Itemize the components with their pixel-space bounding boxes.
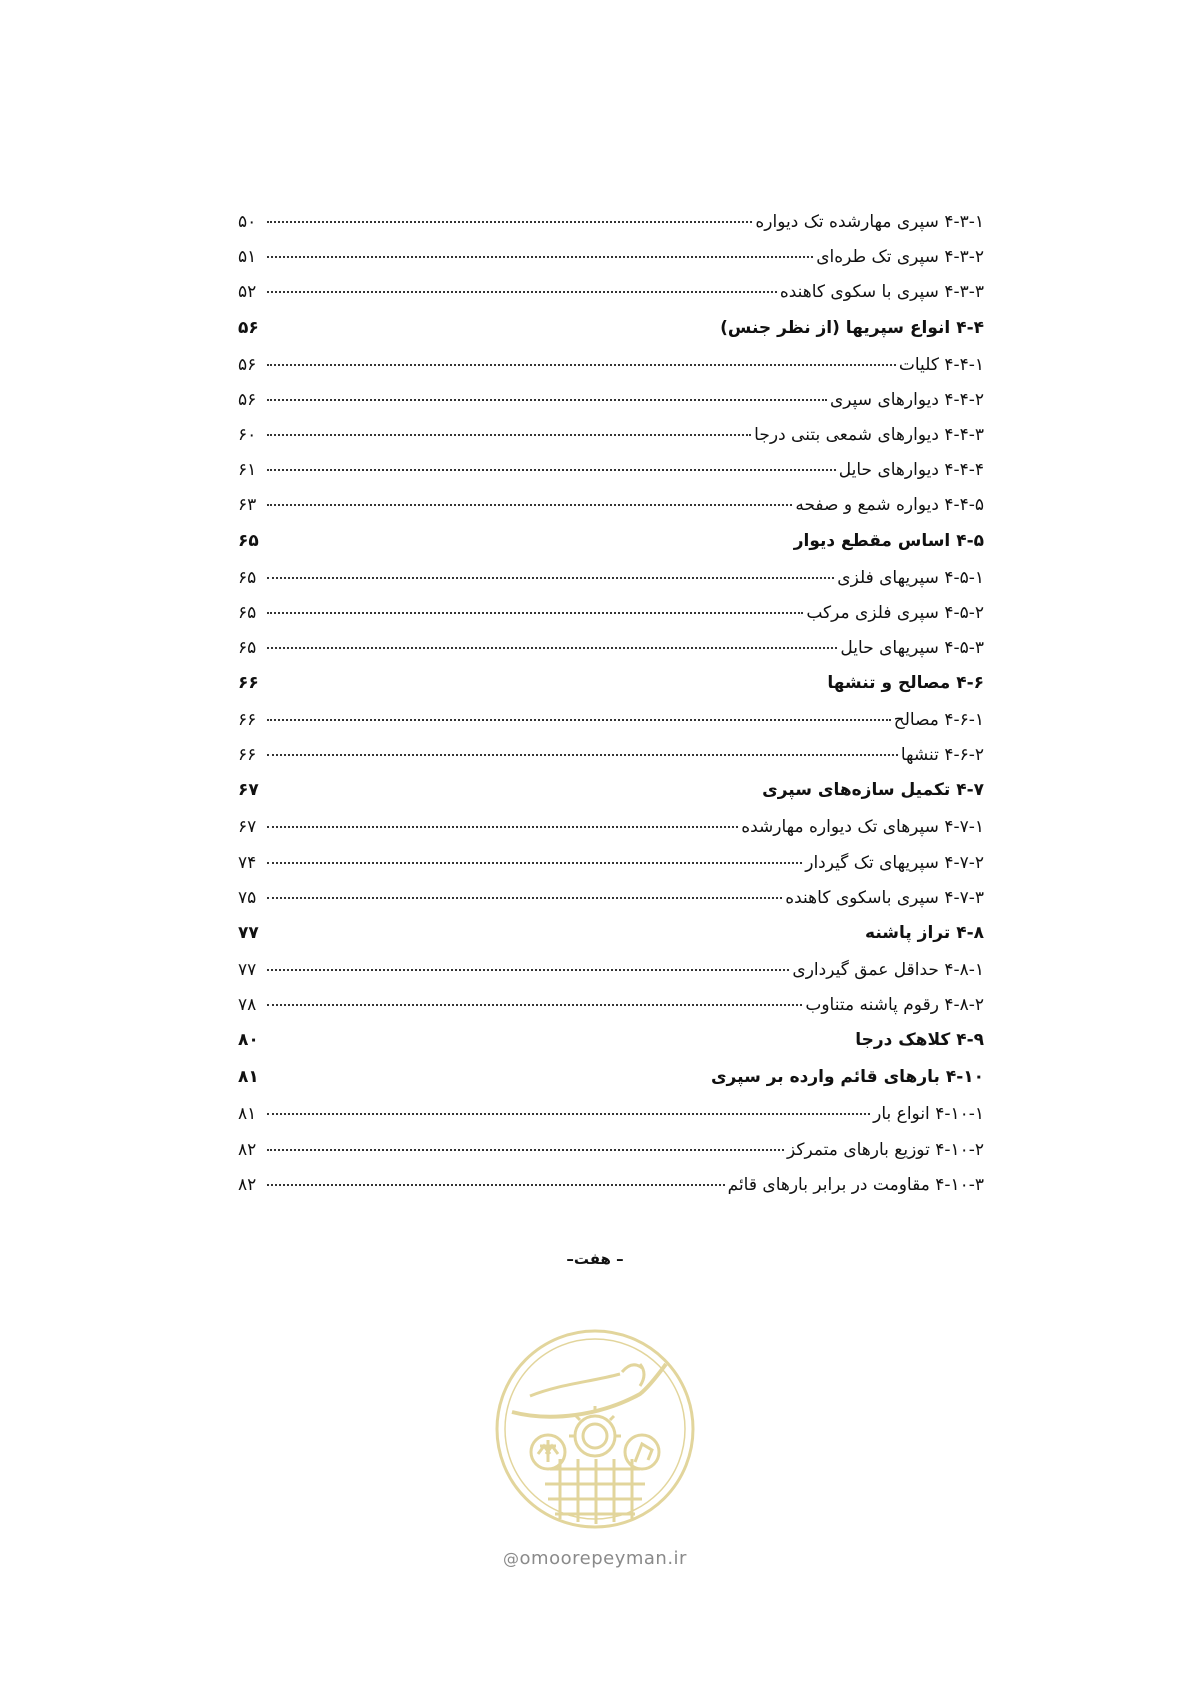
toc-page-number: ۵۱	[238, 247, 257, 268]
toc-entry	[238, 247, 984, 282]
toc-entry	[238, 390, 984, 425]
toc-leader-dots	[267, 826, 738, 828]
toc-entry	[238, 1140, 984, 1175]
toc-page-number: ۶۶	[238, 673, 259, 694]
toc-page-number: ۷۷	[238, 960, 257, 980]
toc-page-number: ۶۵	[238, 637, 257, 658]
toc-entry	[238, 888, 984, 923]
watermark-seal-icon	[490, 1324, 700, 1534]
toc-entry-title: ۴-۵-۲ سپری فلزی مرکب	[806, 602, 984, 623]
toc-entry-title: ۴-۸-۱ حداقل عمق گیرداری	[792, 960, 984, 980]
toc-page-number: ۷۸	[238, 995, 257, 1016]
toc-entry	[238, 603, 984, 638]
toc-leader-dots	[267, 399, 827, 401]
toc-entry-title: ۴-۴ انواع سپریها (از نظر جنس)	[720, 317, 984, 338]
toc-leader-dots	[267, 1149, 784, 1151]
toc-page-number: ۶۶	[238, 745, 257, 766]
toc-leader-dots	[267, 434, 751, 436]
toc-page-number: ۶۷	[238, 780, 259, 801]
toc-section-heading	[238, 780, 984, 817]
toc-entry-title: ۴-۴-۲ دیوارهای سپری	[829, 389, 984, 410]
toc-section-heading	[238, 923, 984, 960]
toc-entry-title: ۴-۶-۱ مصالح	[893, 710, 984, 731]
toc-entry-title: ۴-۸-۲ رقوم پاشنه متناوب	[805, 995, 984, 1016]
page-number-footer: – هفت–	[566, 1250, 624, 1268]
toc-entry	[238, 1175, 984, 1210]
toc-leader-dots	[267, 256, 813, 258]
toc-leader-dots	[267, 754, 898, 756]
toc-leader-dots	[267, 291, 777, 293]
at-icon: @	[503, 1549, 520, 1568]
toc-entry-title: ۴-۳-۲ سپری تک طره‌ای	[816, 247, 984, 268]
toc-leader-dots	[267, 612, 803, 614]
toc-entry	[238, 853, 984, 888]
toc-entry	[238, 1104, 984, 1139]
toc-entry-title: ۴-۱۰-۳ مقاومت در برابر بارهای قائم	[727, 1174, 984, 1195]
toc-leader-dots	[267, 1113, 870, 1115]
toc-page-number: ۸۱	[238, 1104, 257, 1125]
toc-entry	[238, 495, 984, 530]
toc-entry-title: ۴-۷-۲ سپریهای تک گیردار	[805, 852, 984, 873]
toc-leader-dots	[267, 221, 752, 223]
toc-entry-title: ۴-۴-۵ دیواره شمع و صفحه	[795, 495, 984, 516]
toc-entry-title: ۴-۵ اساس مقطع دیوار	[793, 530, 984, 551]
watermark-site	[0, 1548, 1190, 1569]
table-of-contents	[238, 212, 984, 1210]
toc-entry-title: ۴-۱۰ بارهای قائم وارده بر سپری	[710, 1067, 984, 1088]
toc-page-number: ۶۳	[238, 495, 257, 516]
toc-page-number: ۷۴	[238, 852, 257, 873]
toc-section-heading	[238, 1067, 984, 1104]
toc-page-number: ۶۵	[238, 530, 259, 551]
toc-entry	[238, 460, 984, 495]
toc-page-number: ۵۶	[238, 389, 257, 410]
toc-entry	[238, 638, 984, 673]
toc-leader-dots	[267, 469, 836, 471]
toc-leader-dots	[267, 647, 837, 649]
toc-entry	[238, 355, 984, 390]
toc-page-number: ۷۷	[238, 923, 259, 943]
toc-entry	[238, 568, 984, 603]
toc-section-heading	[238, 1030, 984, 1067]
watermark-url: omoorepeyman.ir	[519, 1548, 687, 1569]
toc-entry-title: ۴-۳-۱ سپری مهارشده تک دیواره	[755, 212, 984, 232]
toc-leader-dots	[267, 862, 802, 864]
toc-page-number: ۸۱	[238, 1067, 259, 1088]
toc-entry	[238, 817, 984, 852]
toc-entry	[238, 425, 984, 460]
toc-page-number: ۶۰	[238, 424, 257, 445]
toc-page-number: ۸۰	[238, 1030, 259, 1051]
toc-leader-dots	[267, 719, 891, 721]
toc-entry-title: ۴-۴-۱ کلیات	[898, 354, 984, 375]
toc-page-number: ۷۵	[238, 887, 257, 908]
toc-page-number: ۵۲	[238, 282, 257, 303]
toc-section-heading	[238, 531, 984, 568]
toc-leader-dots	[267, 364, 896, 366]
toc-entry-title: ۴-۱۰-۱ انواع بار	[873, 1104, 984, 1125]
toc-leader-dots	[267, 577, 834, 579]
toc-page-number: ۶۷	[238, 817, 257, 838]
toc-entry-title: ۴-۵-۳ سپریهای حایل	[840, 637, 984, 658]
toc-entry-title: ۴-۷-۳ سپری باسکوی کاهنده	[785, 887, 984, 908]
toc-entry-title: ۴-۵-۱ سپریهای فلزی	[837, 567, 984, 588]
toc-leader-dots	[267, 969, 789, 971]
toc-entry-title: ۴-۸ تراز پاشنه	[865, 923, 984, 943]
toc-leader-dots	[267, 1004, 802, 1006]
toc-page-number: ۵۰	[238, 212, 257, 232]
toc-entry	[238, 212, 984, 247]
toc-entry-title: ۴-۱۰-۲ توزیع بارهای متمرکز	[787, 1139, 984, 1160]
toc-leader-dots	[267, 897, 782, 899]
toc-entry-title: ۴-۳-۳ سپری با سکوی کاهنده	[779, 282, 984, 303]
toc-entry	[238, 745, 984, 780]
toc-section-heading	[238, 673, 984, 710]
toc-entry-title: ۴-۷-۱ سپرهای تک دیواره مهارشده	[741, 817, 984, 838]
watermark-logo	[490, 1324, 700, 1534]
toc-page-number: ۶۱	[238, 460, 257, 481]
toc-entry-title: ۴-۴-۴ دیوارهای حایل	[838, 460, 984, 481]
toc-entry-title: ۴-۹ کلاهک درجا	[855, 1030, 984, 1051]
toc-page-number: ۸۲	[238, 1139, 257, 1160]
toc-page-number: ۶۶	[238, 710, 257, 731]
toc-page-number: ۶۵	[238, 567, 257, 588]
toc-page-number: ۸۲	[238, 1174, 257, 1195]
toc-entry	[238, 995, 984, 1030]
toc-entry	[238, 710, 984, 745]
toc-entry	[238, 960, 984, 995]
toc-entry-title: ۴-۶-۲ تنشها	[900, 745, 984, 766]
toc-page-number: ۶۵	[238, 602, 257, 623]
toc-section-heading	[238, 318, 984, 355]
toc-page-number: ۵۶	[238, 354, 257, 375]
toc-entry-title: ۴-۶ مصالح و تنشها	[827, 673, 984, 694]
toc-page-number: ۵۶	[238, 317, 259, 338]
toc-entry-title: ۴-۷ تکمیل سازه‌های سپری	[762, 780, 984, 801]
toc-leader-dots	[267, 504, 792, 506]
toc-entry-title: ۴-۴-۳ دیوارهای شمعی بتنی درجا	[754, 424, 984, 445]
toc-entry	[238, 282, 984, 317]
toc-leader-dots	[267, 1184, 725, 1186]
